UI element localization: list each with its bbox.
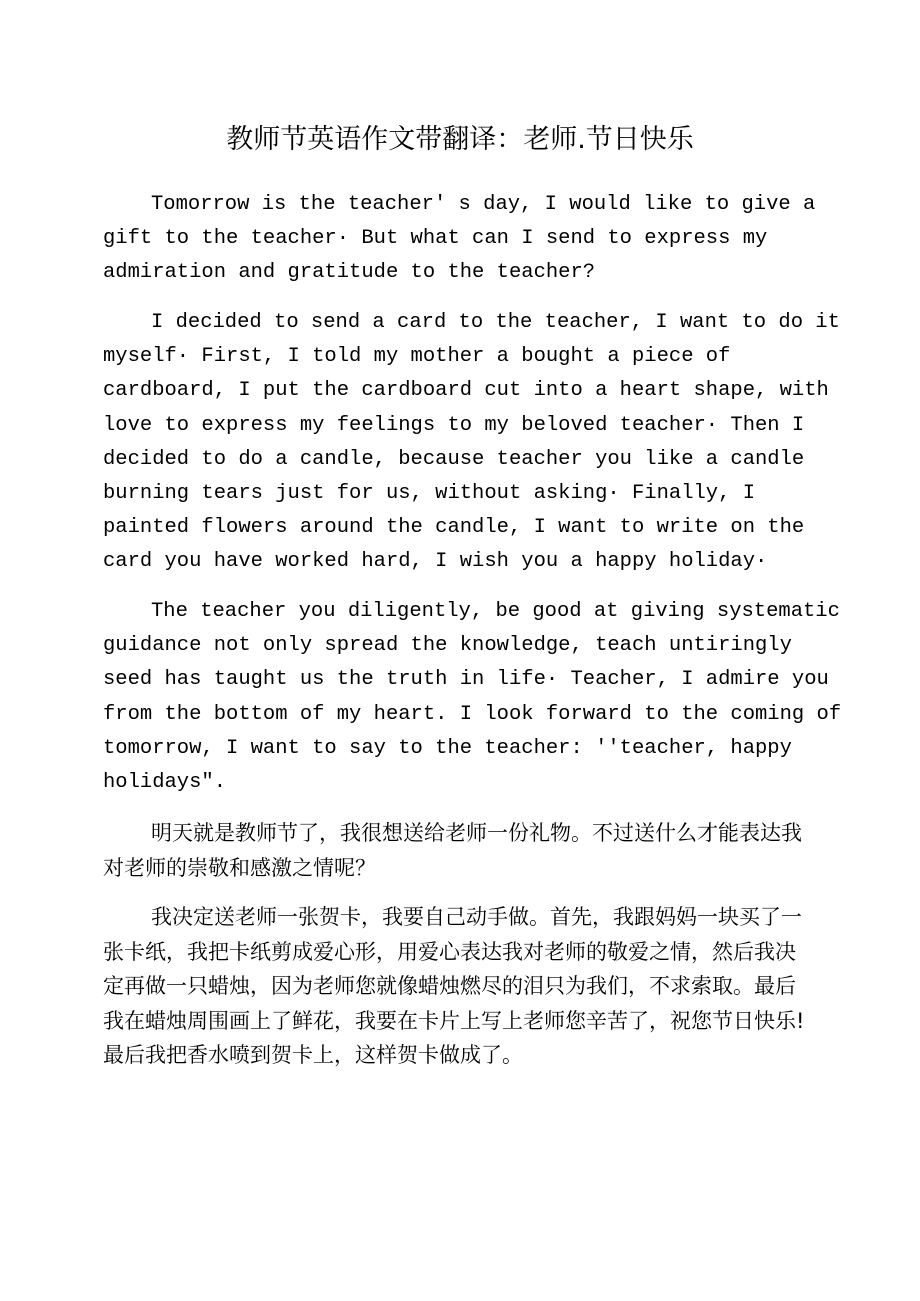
document-title: 教师节英语作文带翻译：老师.节日快乐	[226, 124, 694, 155]
chinese-paragraph-2: 我决定送老师一张贺卡，我要自己动手做。首先，我跟妈妈一块买了一张卡纸，我把卡纸剪成爱心形，用爱心表达我对老师的敬爱之情，然后我决定再做一只蜡烛，因为老师您就像蜡烛燃尽的泪只为我们，不求索取。最后我在蜡烛周围画上了鲜花，我要在卡片上写上老师您辛苦了，祝您节日快乐!最后我把香水喷到贺卡上，这样贺卡做成了。	[103, 905, 805, 1067]
english-paragraph-3: The teacher you diligently, be good at giving systematic guidance not only spread the knowledge, teach untiringly seed has taught us the truth in life· Teacher, I admire you from the bottom of my heart. I look forward to the coming of tomorrow, I want to say to the teacher: ''teacher, happy holidays".	[103, 600, 842, 795]
chinese-paragraph-1: 明天就是教师节了，我很想送给老师一份礼物。不过送什么才能表达我对老师的崇敬和感激之情呢？	[103, 821, 802, 880]
english-paragraph-2: I decided to send a card to the teacher, I want to do it myself· First, I told my mother a bought a piece of cardboard, I put the cardboard cut into a heart shape, with love to express my feelings to my beloved teacher· Then I decided to do a candle, because teacher you like a candle burning tears just for us, without asking· Finally, I painted flowers around the candle, I want to write on the card you have worked hard, I wish you a happy holiday·	[103, 311, 840, 574]
english-paragraph-1: Tomorrow is the teacher' s day, I would like to give a gift to the teacher· But what can I send to express my admiration and gratitude to the teacher?	[103, 193, 816, 285]
